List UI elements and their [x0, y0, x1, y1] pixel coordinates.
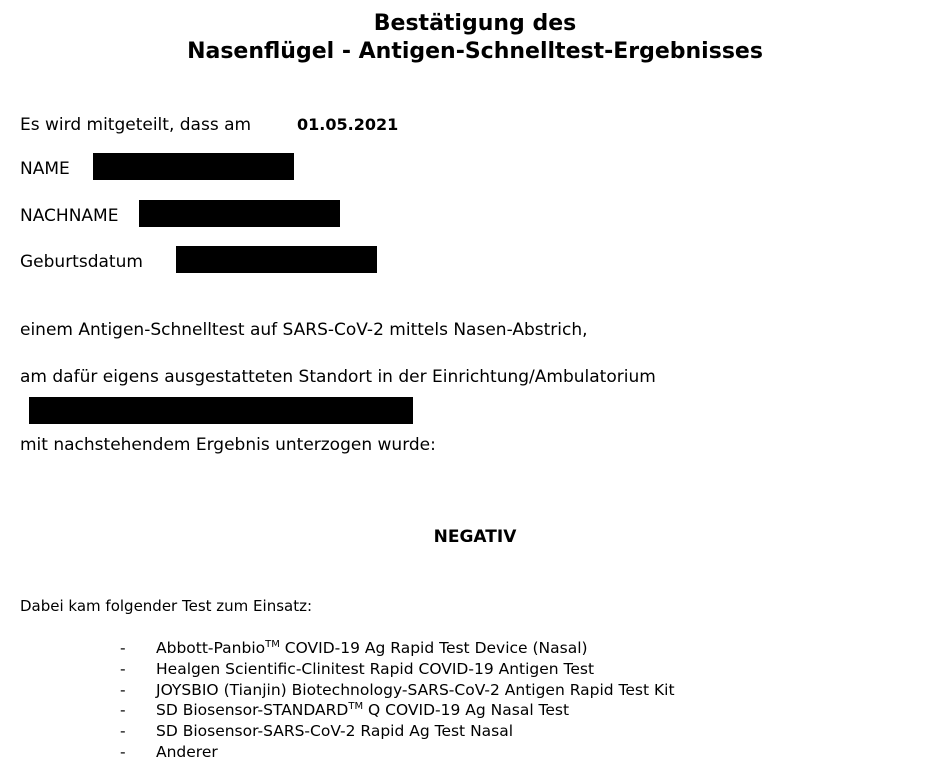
document-title-line-2: Nasenflügel - Antigen-Schnelltest-Ergebnisses	[187, 39, 763, 64]
list-bullet: -	[120, 680, 126, 699]
surname-label: NACHNAME	[20, 206, 119, 226]
list-bullet: -	[120, 639, 126, 657]
test-name: Healgen Scientific-Clinitest Rapid COVID-19 Antigen Test	[156, 659, 595, 678]
name-label: NAME	[20, 159, 70, 179]
intro-statement: Es wird mitgeteilt, dass am	[20, 115, 252, 135]
surname-redaction	[139, 200, 340, 227]
test-name: Anderer	[156, 742, 218, 761]
tests-intro: Dabei kam folgender Test zum Einsatz:	[20, 597, 313, 615]
test-date: 01.05.2021	[297, 115, 399, 134]
list-bullet: -	[120, 701, 126, 720]
list-item	[120, 680, 675, 701]
test-result: NEGATIV	[433, 527, 517, 547]
list-item	[120, 659, 675, 680]
test-name: JOYSBIO (Tianjin) Biotechnology-SARS-CoV-2 Antigen Rapid Test Kit	[156, 680, 675, 699]
body-line-1: einem Antigen-Schnelltest auf SARS-CoV-2 mittels Nasen-Abstrich,	[20, 320, 588, 340]
list-item	[120, 700, 675, 721]
list-item	[120, 638, 675, 659]
facility-redaction	[29, 397, 413, 424]
document-title-line-1: Bestätigung des	[373, 11, 577, 36]
body-line-2: am dafür eigens ausgestatteten Standort in der Einrichtung/Ambulatorium	[20, 367, 656, 387]
list-bullet: -	[120, 722, 126, 741]
body-line-3: mit nachstehendem Ergebnis unterzogen wurde:	[20, 435, 436, 455]
test-list	[120, 638, 675, 763]
test-name: Abbott-Panbio™ COVID-19 Ag Rapid Test Device (Nasal)	[156, 639, 588, 657]
birthdate-label: Geburtsdatum	[20, 252, 143, 272]
test-name: SD Biosensor-STANDARD™ Q COVID-19 Ag Nasal Test	[156, 701, 570, 720]
birthdate-redaction	[176, 246, 377, 273]
name-redaction	[93, 153, 294, 180]
test-name: SD Biosensor-SARS-CoV-2 Rapid Ag Test Nasal	[156, 722, 514, 741]
list-bullet: -	[120, 742, 126, 761]
list-bullet: -	[120, 659, 126, 678]
list-item	[120, 721, 675, 742]
list-item	[120, 742, 675, 763]
